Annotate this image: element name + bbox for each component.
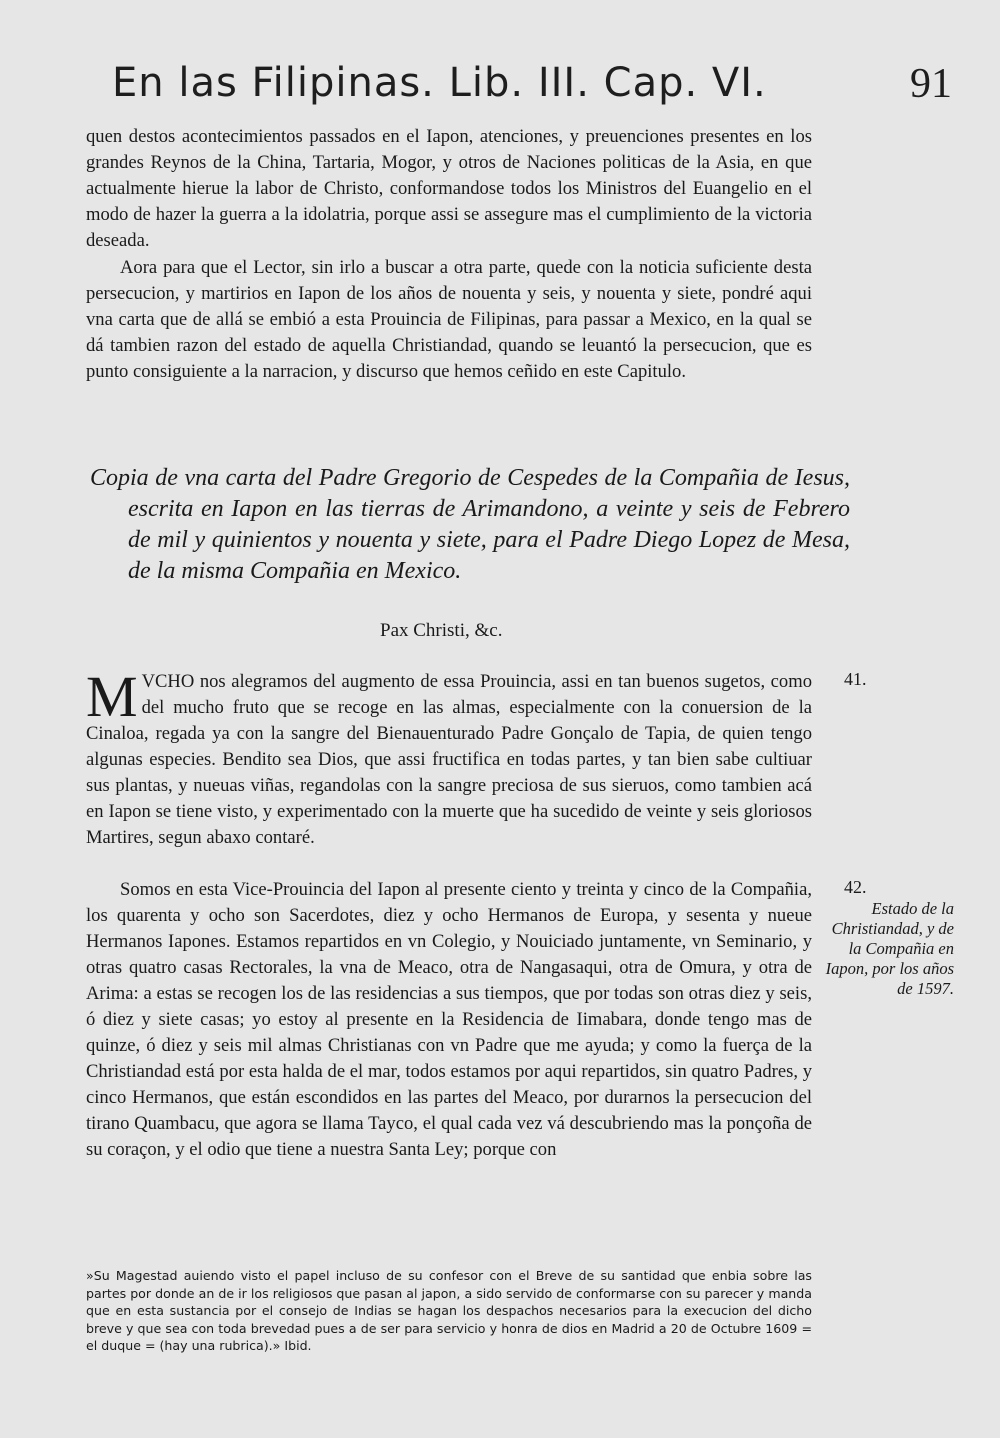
- letter-paragraph-text: VCHO nos alegramos del augmento de essa Prouincia, assi en tan buenos sugetos, como del mucho fruto que se recoge en las almas, especialmente con la conuersion de la Cinaloa, regada ya con la sangre del Bienauenturado Padre Gonçalo de Tapia, de quien tengo algunas especies. Bendito sea Dios, que assi fructifica en todas partes, y tan bien sabe cultiuar sus plantas, y nueuas viñas, regandolas con la sangre preciosa de sus sieruos, como tambien acá en Iapon se tiene visto, y experimentado con la muerte que ha sucedido de veinte y seis gloriosos Martires, segun abaxo contaré.: [86, 671, 812, 848]
- letter-heading: Copia de vna carta del Padre Gregorio de Cespedes de la Compañia de Iesus, escrita en Iapon en las tierras de Arimandono, a veinte y seis de Febrero de mil y quinientos y nouenta y siete, para el Padre Diego Lopez de Mesa, de la misma Compañia en Mexico.: [90, 465, 850, 584]
- drop-cap: M: [86, 664, 138, 729]
- intro-paragraph: Aora para que el Lector, sin irlo a buscar a otra parte, quede con la noticia suficiente desta persecucion, y martirios en Iapon de los años de nouenta y seis, y nouenta y siete, pondré aqui vna carta que de allá se embió a esta Prouincia de Filipinas, para passar a Mexico, en la qual se dá tambien razon del estado de aquella Christiandad, quando se leuantó la persecucion, que es punto consiguiente a la narracion, y discurso que hemos ceñido en este Capitulo.: [86, 257, 812, 382]
- intro-paragraph: quen destos acontecimientos passados en el Iapon, atenciones, y preuenciones presentes en los grandes Reynos de la China, Tartaria, Mogor, y otros de Naciones politicas de la Asia, en que actualmente hierue la labor de Christo, conformandose todos los Ministros del Euangelio en el modo de hazer la guerra a la idolatria, porque assi se assegure mas el cumplimiento de la victoria deseada.: [86, 126, 812, 251]
- letter-paragraph: Somos en esta Vice-Prouincia del Iapon al presente ciento y treinta y cinco de la Compañia, los quarenta y ocho son Sacerdotes, diez y ocho Hermanos de Europa, y sesenta y nueue Hermanos Iapones. Estamos repartidos en vn Colegio, y Nouiciado juntamente, vn Seminario, y otras quatro casas Rectorales, la vna de Meaco, otra de Nangasaqui, otra de Omura, y otra de Arima: a estas se recogen los de las residencias a sus tiempos, que por todas son otras diez y seis, ó diez y siete casas; yo estoy al presente en la Residencia de Iimabara, donde tengo mas de quinze, ó diez y seis mil almas Christianas con vn Padre que me ayuda; y como la fuerça de la Christiandad está por esta halda de el mar, todos estamos por aqui repartidos, sin quatro Padres, y cinco Hermanos, que están escondidos en las partes del Meaco, por durarnos la persecucion del tirano Quambacu, que agora se llama Tayco, el qual cada vez vá descubriendo mas la ponçoña de su coraçon, y el odio que tiene a nuestra Santa Ley; porque con: [86, 879, 812, 1160]
- margin-note: Estado de la Christiandad, y de la Compañia en Iapon, por los años de 1597.: [825, 899, 954, 998]
- margin-number: 41.: [844, 669, 867, 689]
- running-title: En las Filipinas. Lib. III. Cap. VI.: [112, 60, 767, 106]
- footnote: »Su Magestad auiendo visto el papel incluso de su confesor con el Breve de su santidad que enbia sobre las partes por donde an de ir los religiosos que pasan al japon, a sido servido de conformarse con su parecer y manda que en esta sustancia por el consejo de Indias se hagan los despachos necesarios para la execucion del dicho breve y que sea con toda brevedad pues a de ser para servicio y honra de dios en Madrid a 20 de Octubre 1609 = el duque = (hay una rubrica).» Ibid.: [86, 1268, 812, 1353]
- page-number: 91: [910, 61, 952, 107]
- margin-number: 42.: [844, 877, 867, 897]
- salutation: Pax Christi, &c.: [380, 620, 503, 641]
- running-head: [112, 60, 952, 116]
- letter-paragraph: [86, 664, 812, 851]
